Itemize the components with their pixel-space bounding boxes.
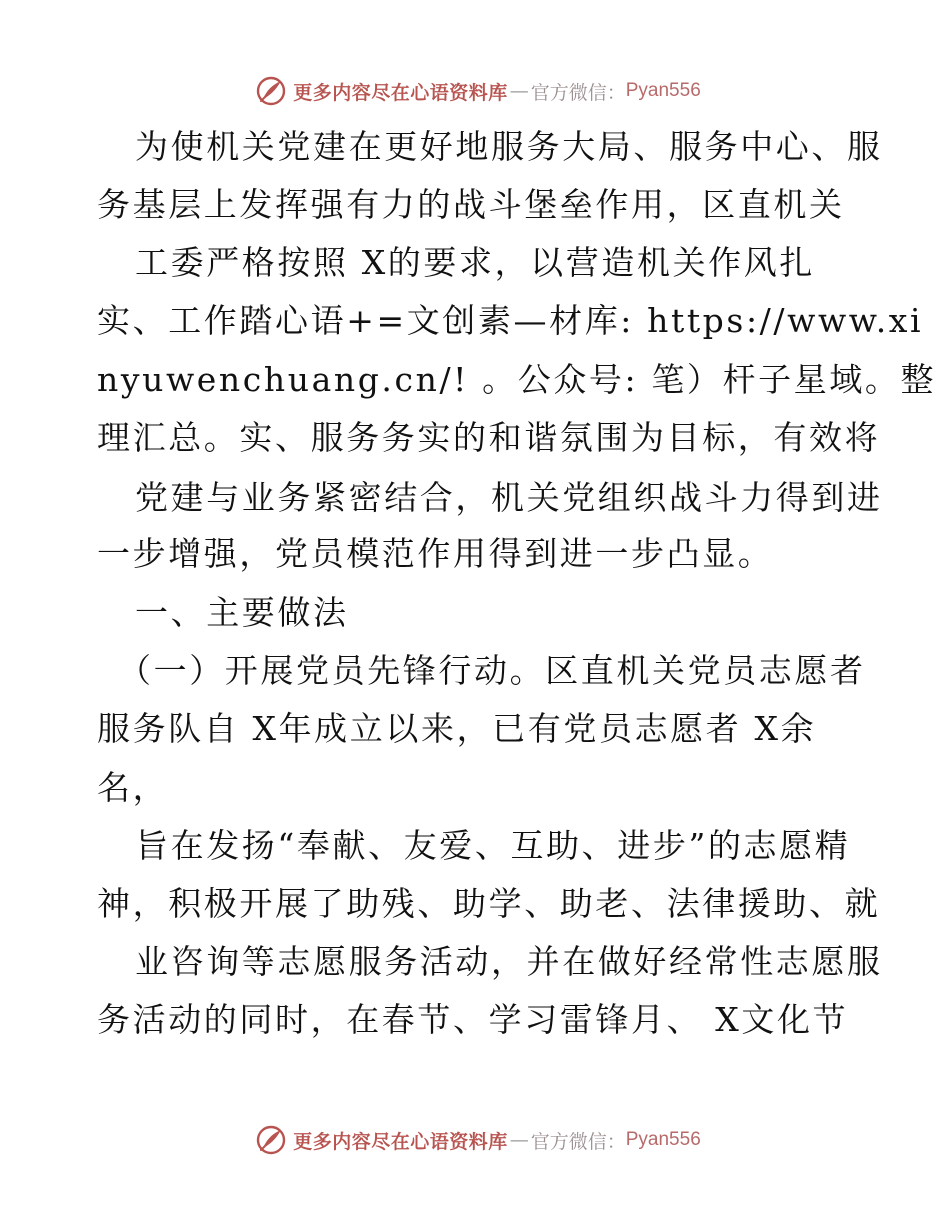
header-watermark-banner [0,71,950,111]
text-line: 为使机关党建在更好地服务大局、服务中心、服 [135,127,883,166]
banner-wechat-id: Pyan556 [625,80,701,101]
banner-brand-text: 更多内容尽在心语资料库 [293,81,508,104]
text-line: 理汇总。实、服务务实的和谐氛围为目标，有效将 [97,418,881,457]
text-line: 实、工作踏心语+=文创素—材库: https://www.xi [97,301,924,340]
quill-pen-logo-icon [255,1124,287,1156]
banner-official-label: 官方微信： [530,1130,626,1153]
banner-official-label: 官方微信： [530,81,626,104]
banner-wechat-id: Pyan556 [625,1129,701,1150]
quill-pen-logo-icon [255,75,287,107]
text-line: 一步增强，党员模范作用得到进一步凸显。 [97,534,774,573]
footer-watermark-banner [0,1120,950,1160]
banner-separator: — [509,1129,529,1151]
banner-brand-text: 更多内容尽在心语资料库 [293,1130,508,1153]
text-line: 工委严格按照 X的要求，以营造机关作风扎 [135,243,815,282]
text-line: 党建与业务紧密结合，机关党组织战斗力得到进 [135,478,883,517]
text-line: 旨在发扬“奉献、友爱、互助、进步”的志愿精 [135,826,851,865]
banner-separator: — [509,80,529,102]
subsection-heading: （一）开展党员先锋行动。区直机关党员志愿者 [118,651,866,690]
text-line: 神，积极开展了助残、助学、助老、法律援助、就 [97,884,881,923]
text-line: 业咨询等志愿服务活动，并在做好经常性志愿服 [135,942,883,981]
text-line: 务基层上发挥强有力的战斗堡垒作用，区直机关 [97,185,845,224]
text-line: 务活动的同时，在春节、学习雷锋月、 X文化节 [97,1000,849,1039]
text-line: 名， [97,768,169,807]
text-line: nyuwenchuang.cn/! 。公众号: 笔）杆子星域。整 [97,360,937,399]
text-line: 服务队自 X年成立以来，已有党员志愿者 X余 [97,709,817,748]
section-heading: 一、主要做法 [135,593,349,632]
